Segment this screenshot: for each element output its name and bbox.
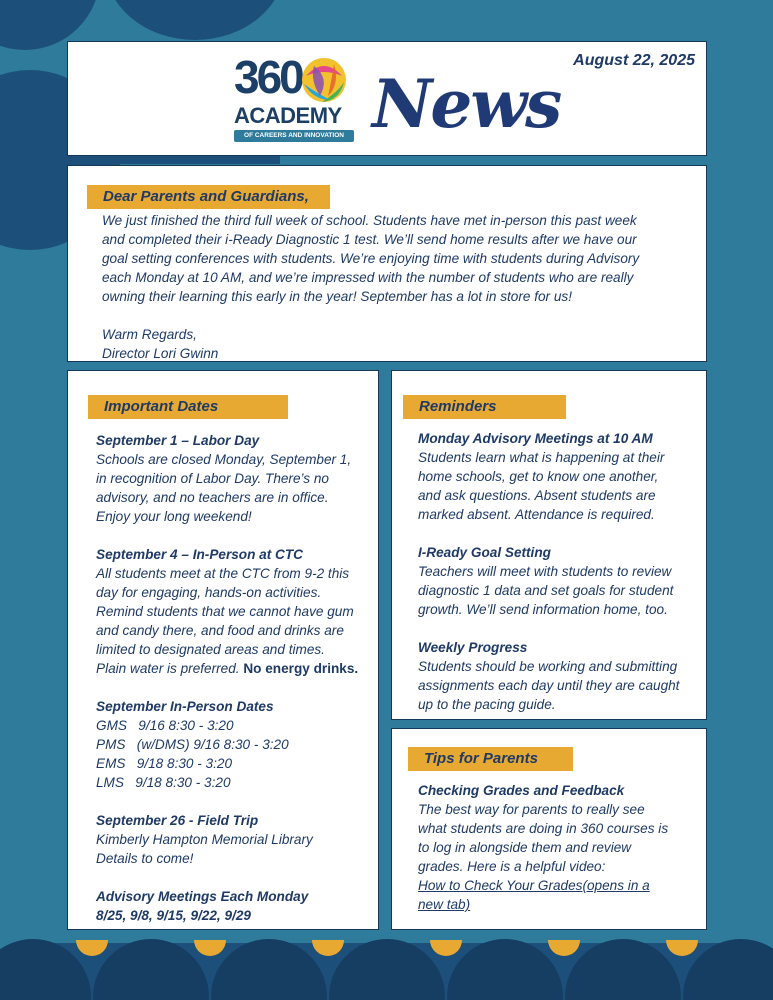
advisory-reminder-title: Monday Advisory Meetings at 10 AM <box>418 431 653 446</box>
goal-setting-line: diagnostic 1 data and set goals for student <box>418 583 674 598</box>
letter-line: and completed their i-Ready Diagnostic 1 test. We’ll send home results after we have our <box>102 232 637 247</box>
tips-line: grades. Here is a helpful video: <box>418 859 606 874</box>
ctc-line: All students meet at the CTC from 9-2 this <box>96 566 350 581</box>
labor-day-line: in recognition of Labor Day. There’s no <box>96 471 329 486</box>
weekly-progress-line: up to the pacing guide. <box>418 697 556 712</box>
letter-line: goal setting conferences with students. We’re enjoying time with students during Advisory <box>102 251 640 266</box>
ctc-line: day for engaging, hands-on activities. <box>96 585 322 600</box>
ctc-line <box>96 659 376 678</box>
weekly-progress-title: Weekly Progress <box>418 640 528 655</box>
important-dates-body <box>96 431 376 925</box>
letter-panel <box>67 165 707 362</box>
reminders-body <box>418 429 706 714</box>
advisory-reminder-line: and ask questions. Absent students are <box>418 488 656 503</box>
letter-line: We just finished the third full week of school. Students have met in-person this past week <box>102 213 637 228</box>
in-person-line: LMS 9/18 8:30 - 3:20 <box>96 775 231 790</box>
goal-setting-line: growth. We’ll send information home, too. <box>418 602 668 617</box>
decor-circle <box>105 0 285 40</box>
letter-line: each Monday at 10 AM, and we’re impressed with the number of students who are really <box>102 270 634 285</box>
ctc-no-energy-drinks: No energy drinks. <box>243 661 359 676</box>
labor-day-title: September 1 – Labor Day <box>96 433 260 448</box>
labor-day-line: Enjoy your long weekend! <box>96 509 252 524</box>
tips-line: what students are doing in 360 courses is <box>418 821 669 836</box>
important-dates-panel <box>67 370 379 930</box>
in-person-line: EMS 9/18 8:30 - 3:20 <box>96 756 233 771</box>
letter-signature: Director Lori Gwinn <box>102 346 219 361</box>
check-grades-link-cont[interactable]: new tab) <box>418 897 471 912</box>
ctc-last-line: Plain water is preferred. <box>96 661 240 676</box>
logo-name: ACADEMY <box>234 103 342 128</box>
newsletter-title: News <box>372 65 561 143</box>
ctc-line: Remind students that we cannot have gum <box>96 604 354 619</box>
goal-setting-line: Teachers will meet with students to review <box>418 564 672 579</box>
tips-line: to log in alongside them and review <box>418 840 632 855</box>
labor-day-line: Schools are closed Monday, September 1, <box>96 452 352 467</box>
advisory-reminder-line: home schools, get to know one another, <box>418 469 659 484</box>
weekly-progress-line: assignments each day until they are caught <box>418 678 680 693</box>
tips-panel <box>391 728 707 930</box>
advisory-dates: 8/25, 9/8, 9/15, 9/22, 9/29 <box>96 908 251 923</box>
field-trip-line: Details to come! <box>96 851 194 866</box>
advisory-reminder-line: marked absent. Attendance is required. <box>418 507 655 522</box>
logo-subtitle: OF CAREERS AND INNOVATION <box>234 130 354 142</box>
academy-logo <box>234 51 354 144</box>
reminders-panel <box>391 370 707 720</box>
tips-heading: Tips for Parents <box>408 747 573 771</box>
logo-number: 360 <box>234 51 302 103</box>
field-trip-line: Kimberly Hampton Memorial Library <box>96 832 313 847</box>
ctc-title: September 4 – In-Person at CTC <box>96 547 303 562</box>
logo-ball-icon <box>300 56 348 104</box>
advisory-reminder-line: Students learn what is happening at their <box>418 450 665 465</box>
letter-closing: Warm Regards, <box>102 327 197 342</box>
check-grades-link[interactable]: How to Check Your Grades(opens in a <box>418 878 650 893</box>
bottom-wave-decoration <box>0 935 773 1000</box>
newsletter-header <box>67 41 707 156</box>
in-person-line: GMS 9/16 8:30 - 3:20 <box>96 718 234 733</box>
weekly-progress-line: Students should be working and submitting <box>418 659 678 674</box>
goal-setting-title: I-Ready Goal Setting <box>418 545 551 560</box>
advisory-title: Advisory Meetings Each Monday <box>96 889 309 904</box>
tips-body <box>418 781 706 914</box>
letter-line: owning their learning this early in the year! September has a lot in store for us! <box>102 289 572 304</box>
tips-title: Checking Grades and Feedback <box>418 783 625 798</box>
tips-line: The best way for parents to really see <box>418 802 645 817</box>
issue-date: August 22, 2025 <box>573 52 695 69</box>
labor-day-line: advisory, and no teachers are in office. <box>96 490 329 505</box>
important-dates-heading: Important Dates <box>88 395 288 419</box>
reminders-heading: Reminders <box>403 395 566 419</box>
letter-body <box>102 211 702 363</box>
ctc-line: limited to designated areas and times. <box>96 642 325 657</box>
field-trip-title: September 26 - Field Trip <box>96 813 259 828</box>
ctc-line: and candy there, and food and drinks are <box>96 623 344 638</box>
letter-heading: Dear Parents and Guardians, <box>87 185 330 209</box>
in-person-title: September In-Person Dates <box>96 699 274 714</box>
in-person-line: PMS (w/DMS) 9/16 8:30 - 3:20 <box>96 737 289 752</box>
